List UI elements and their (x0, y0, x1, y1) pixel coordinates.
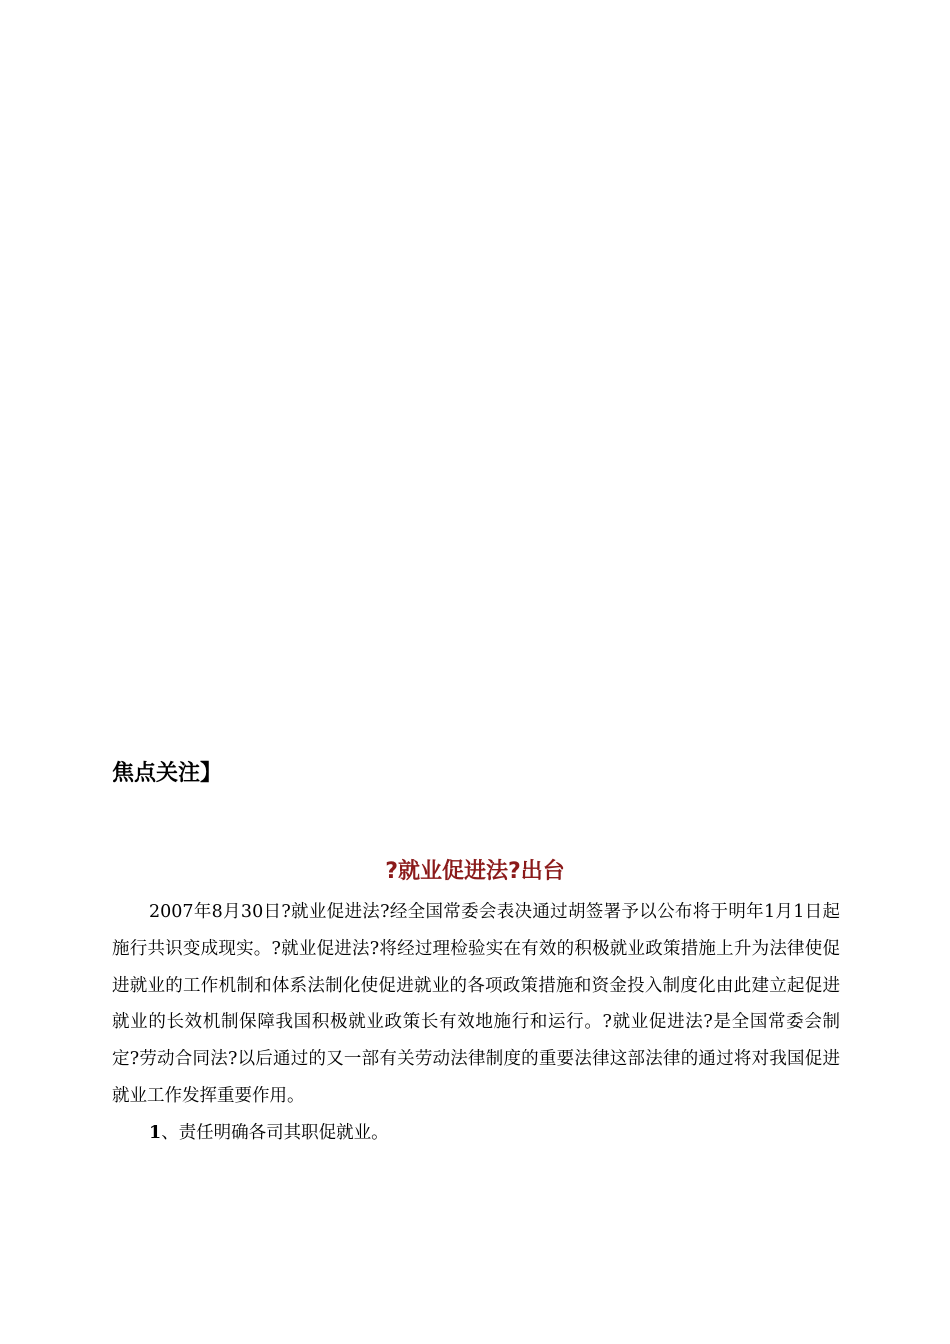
article-title: ?就业促进法?出台 (385, 859, 565, 884)
list-item-number: 1 (149, 1123, 162, 1143)
body-paragraph: 2007年8月30日?就业促进法?经全国常委会表决通过胡签署予以公布将于明年1月1日起施行共识变成现实。?就业促进法?将经过理检验实在有效的积极就业政策措施上升为法律使促进就业的工作机制和体系法制化使促进就业的各项政策措施和资金投入制度化由此建立起促进就业的长效机制保障我国积极就业政策长有效地施行和运行。?就业促进法?是全国常委会制定?劳动合同法?以后通过的又一部有关劳动法律制度的重要法律这部法律的通过将对我国促进就业工作发挥重要作用。 (112, 902, 840, 1106)
list-item (112, 1115, 840, 1152)
list-item-text: 、责任明确各司其职促就业。 (161, 1123, 389, 1143)
section-label: 焦点关注】 (112, 761, 223, 786)
